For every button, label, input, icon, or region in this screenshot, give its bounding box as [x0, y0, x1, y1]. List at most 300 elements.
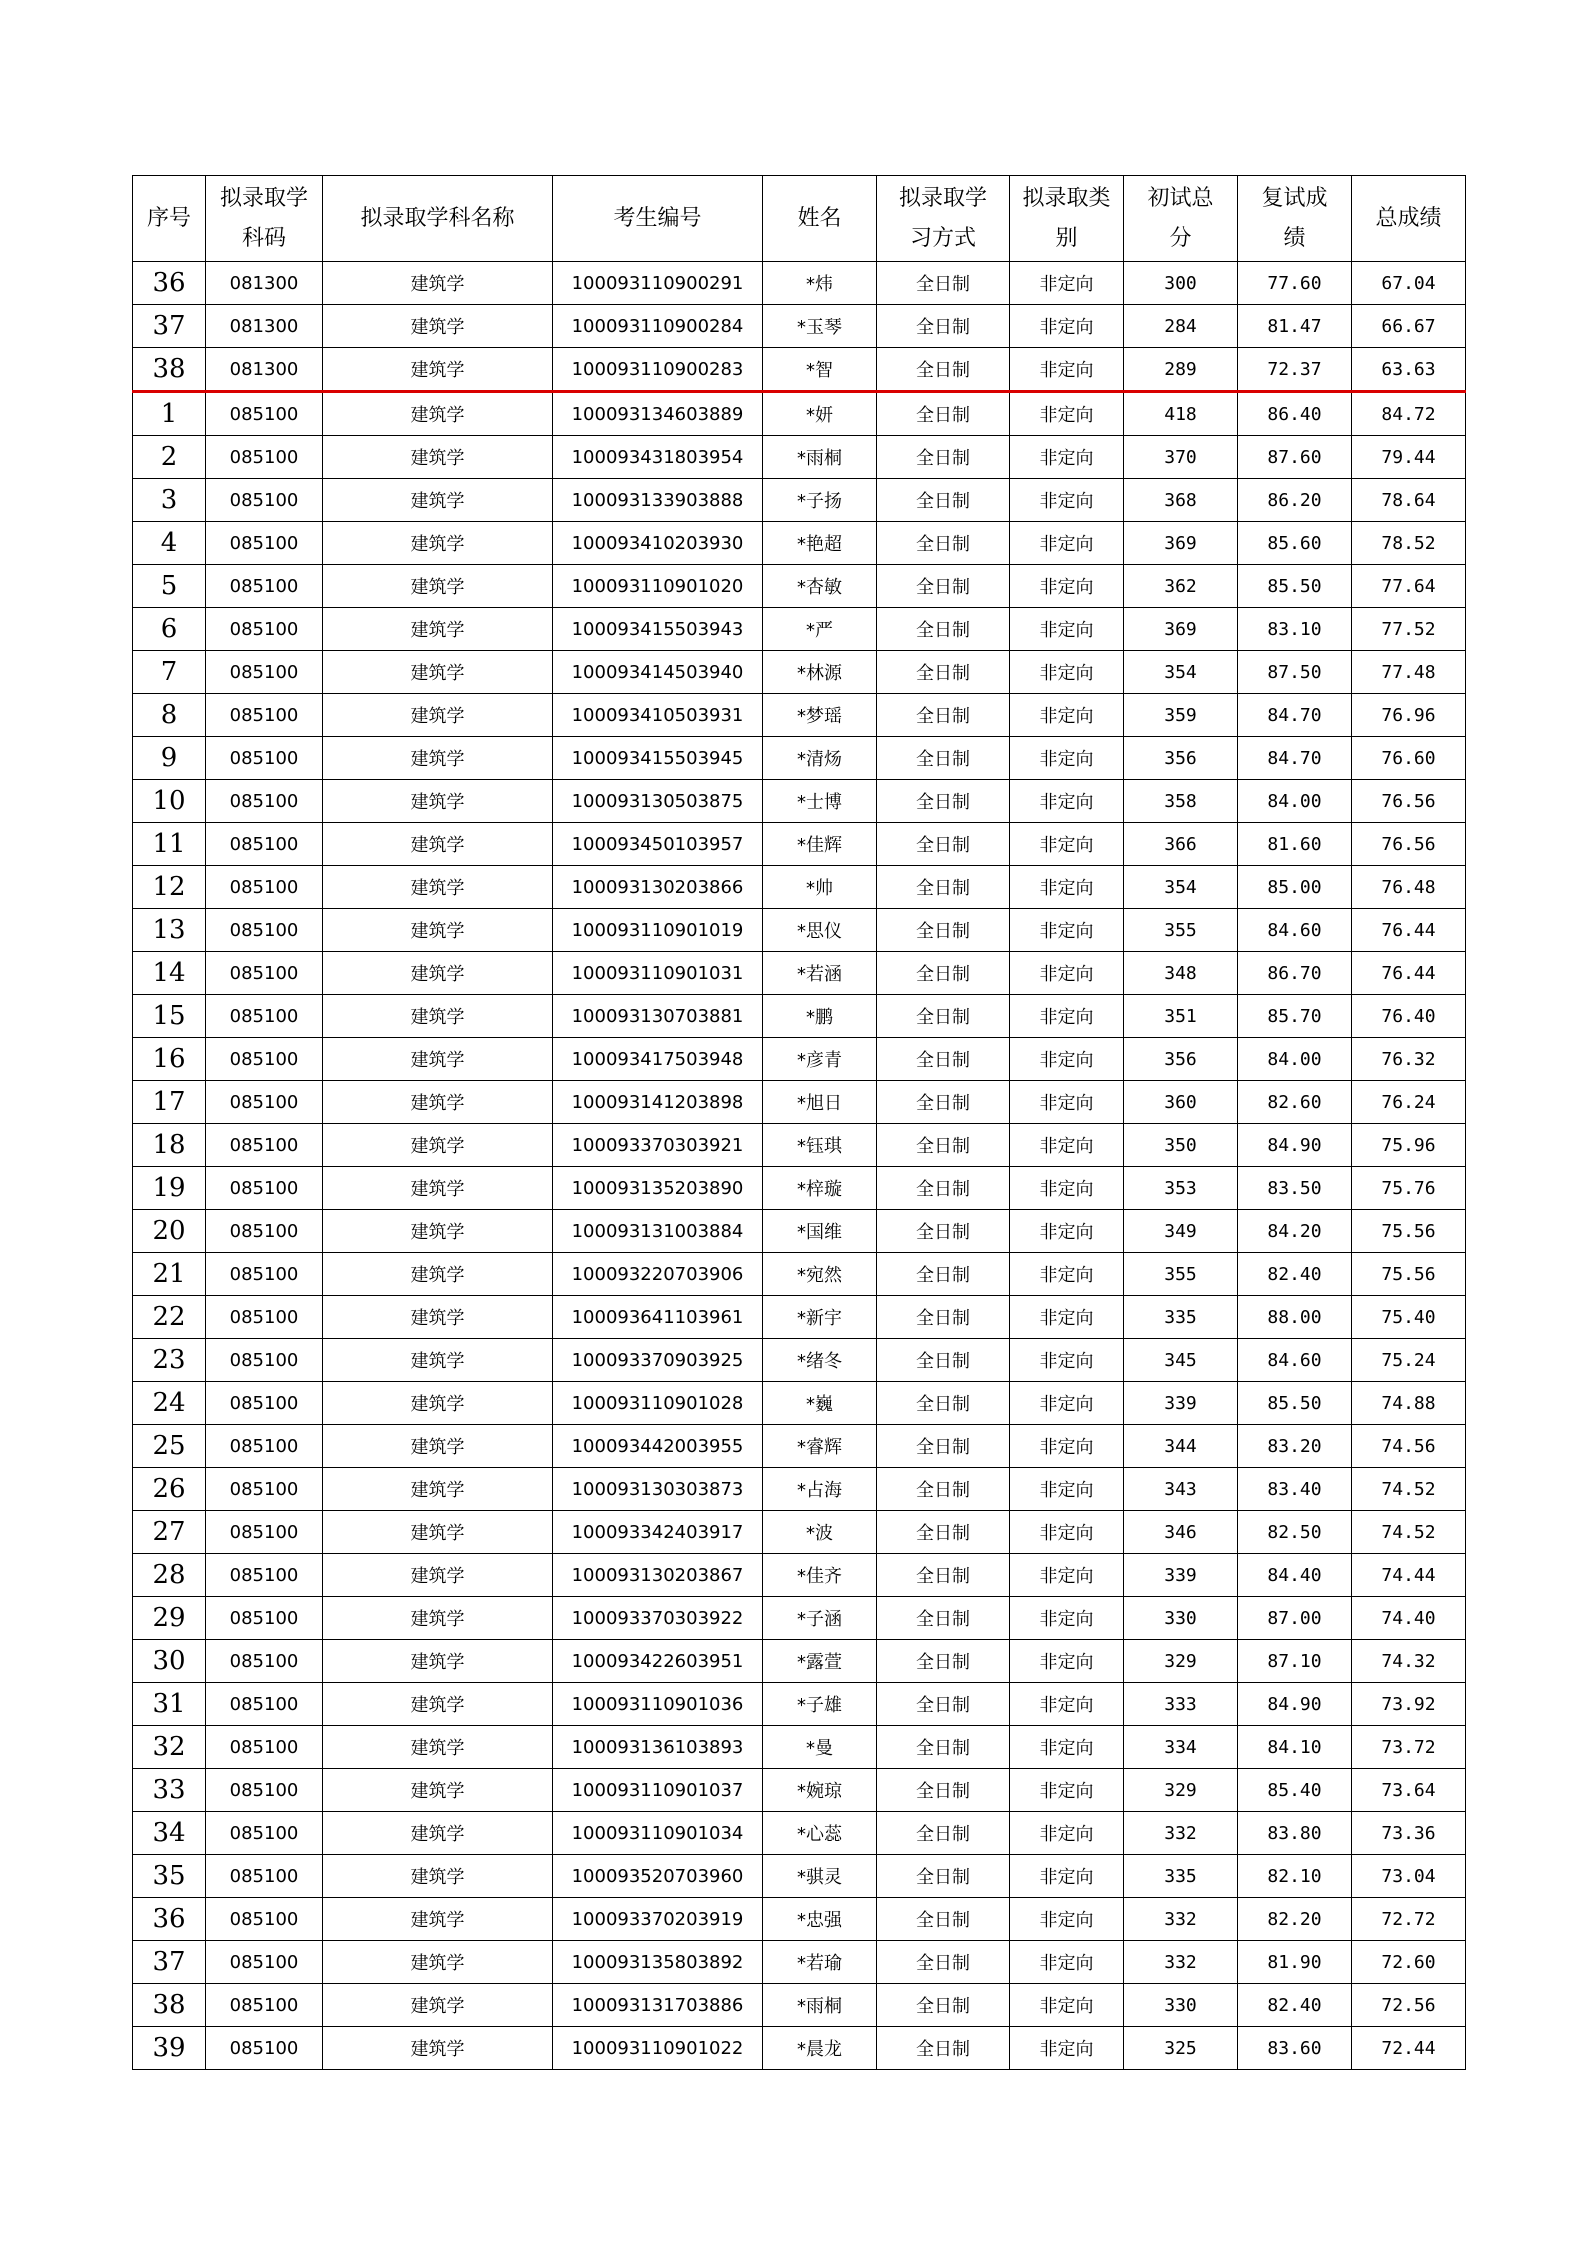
retest-score-cell: 84.70 — [1238, 694, 1352, 737]
category-cell: 非定向 — [1010, 1081, 1124, 1124]
study-mode-cell: 全日制 — [877, 1726, 1010, 1769]
exam-number-cell: 100093415503945 — [553, 737, 763, 780]
subject-code-cell: 085100 — [206, 1339, 323, 1382]
name-cell: *严 — [763, 608, 877, 651]
header-row — [133, 176, 1466, 262]
study-mode-cell: 全日制 — [877, 1640, 1010, 1683]
prelim-score-cell: 350 — [1124, 1124, 1238, 1167]
retest-score-cell: 83.50 — [1238, 1167, 1352, 1210]
subject-name-cell: 建筑学 — [323, 1038, 553, 1081]
prelim-score-cell: 356 — [1124, 737, 1238, 780]
category-cell: 非定向 — [1010, 1124, 1124, 1167]
subject-code-cell: 085100 — [206, 522, 323, 565]
name-cell: *雨桐 — [763, 436, 877, 479]
seq-cell: 24 — [133, 1382, 206, 1425]
subject-name-cell: 建筑学 — [323, 436, 553, 479]
category-cell: 非定向 — [1010, 780, 1124, 823]
exam-number-cell: 100093130303873 — [553, 1468, 763, 1511]
total-score-cell: 78.64 — [1352, 479, 1466, 522]
exam-number-cell: 100093342403917 — [553, 1511, 763, 1554]
study-mode-cell: 全日制 — [877, 479, 1010, 522]
seq-cell: 38 — [133, 348, 206, 392]
subject-code-cell: 085100 — [206, 1812, 323, 1855]
name-cell: *波 — [763, 1511, 877, 1554]
study-mode-cell: 全日制 — [877, 1683, 1010, 1726]
table-row — [133, 1554, 1466, 1597]
subject-name-cell: 建筑学 — [323, 1898, 553, 1941]
subject-name-cell: 建筑学 — [323, 262, 553, 305]
subject-name-cell: 建筑学 — [323, 995, 553, 1038]
subject-code-cell: 085100 — [206, 608, 323, 651]
study-mode-cell: 全日制 — [877, 651, 1010, 694]
exam-number-cell: 100093110901028 — [553, 1382, 763, 1425]
total-score-cell: 75.76 — [1352, 1167, 1466, 1210]
name-cell: *国维 — [763, 1210, 877, 1253]
study-mode-cell: 全日制 — [877, 608, 1010, 651]
prelim-score-cell: 356 — [1124, 1038, 1238, 1081]
category-cell: 非定向 — [1010, 1726, 1124, 1769]
prelim-score-cell: 358 — [1124, 780, 1238, 823]
prelim-score-cell: 339 — [1124, 1554, 1238, 1597]
subject-code-cell: 085100 — [206, 1210, 323, 1253]
study-mode-cell: 全日制 — [877, 1296, 1010, 1339]
exam-number-cell: 100093442003955 — [553, 1425, 763, 1468]
subject-name-cell: 建筑学 — [323, 1124, 553, 1167]
study-mode-cell: 全日制 — [877, 737, 1010, 780]
prelim-score-cell: 332 — [1124, 1941, 1238, 1984]
total-score-cell: 75.96 — [1352, 1124, 1466, 1167]
retest-score-cell: 85.50 — [1238, 1382, 1352, 1425]
subject-name-cell: 建筑学 — [323, 1554, 553, 1597]
retest-score-cell: 84.60 — [1238, 909, 1352, 952]
seq-cell: 39 — [133, 2027, 206, 2070]
prelim-score-cell: 348 — [1124, 952, 1238, 995]
prelim-score-cell: 354 — [1124, 866, 1238, 909]
subject-name-cell: 建筑学 — [323, 392, 553, 436]
prelim-score-cell: 330 — [1124, 1597, 1238, 1640]
total-score-cell: 74.52 — [1352, 1468, 1466, 1511]
total-score-cell: 77.64 — [1352, 565, 1466, 608]
table-row — [133, 909, 1466, 952]
table-row — [133, 694, 1466, 737]
subject-name-cell: 建筑学 — [323, 1253, 553, 1296]
retest-score-cell: 81.47 — [1238, 305, 1352, 348]
prelim-score-cell: 360 — [1124, 1081, 1238, 1124]
name-cell: *露萱 — [763, 1640, 877, 1683]
exam-number-cell: 100093415503943 — [553, 608, 763, 651]
seq-cell: 17 — [133, 1081, 206, 1124]
header-total-score: 总成绩 — [1352, 176, 1466, 262]
total-score-cell: 73.92 — [1352, 1683, 1466, 1726]
table-row — [133, 866, 1466, 909]
prelim-score-cell: 354 — [1124, 651, 1238, 694]
name-cell: *晨龙 — [763, 2027, 877, 2070]
exam-number-cell: 100093110901036 — [553, 1683, 763, 1726]
name-cell: *彦青 — [763, 1038, 877, 1081]
subject-code-cell: 085100 — [206, 780, 323, 823]
study-mode-cell: 全日制 — [877, 909, 1010, 952]
subject-name-cell: 建筑学 — [323, 348, 553, 392]
total-score-cell: 76.56 — [1352, 823, 1466, 866]
prelim-score-cell: 369 — [1124, 522, 1238, 565]
name-cell: *妍 — [763, 392, 877, 436]
prelim-score-cell: 355 — [1124, 909, 1238, 952]
seq-cell: 15 — [133, 995, 206, 1038]
prelim-score-cell: 351 — [1124, 995, 1238, 1038]
retest-score-cell: 83.10 — [1238, 608, 1352, 651]
prelim-score-cell: 359 — [1124, 694, 1238, 737]
name-cell: *睿辉 — [763, 1425, 877, 1468]
category-cell: 非定向 — [1010, 436, 1124, 479]
exam-number-cell: 100093131003884 — [553, 1210, 763, 1253]
table-row — [133, 1898, 1466, 1941]
total-score-cell: 75.56 — [1352, 1210, 1466, 1253]
exam-number-cell: 100093130203866 — [553, 866, 763, 909]
subject-code-cell: 081300 — [206, 305, 323, 348]
subject-name-cell: 建筑学 — [323, 1382, 553, 1425]
retest-score-cell: 85.50 — [1238, 565, 1352, 608]
prelim-score-cell: 325 — [1124, 2027, 1238, 2070]
total-score-cell: 72.60 — [1352, 1941, 1466, 1984]
table-row — [133, 1425, 1466, 1468]
prelim-score-cell: 333 — [1124, 1683, 1238, 1726]
exam-number-cell: 100093370303922 — [553, 1597, 763, 1640]
total-score-cell: 72.72 — [1352, 1898, 1466, 1941]
exam-number-cell: 100093130703881 — [553, 995, 763, 1038]
retest-score-cell: 82.50 — [1238, 1511, 1352, 1554]
table-row — [133, 780, 1466, 823]
subject-code-cell: 085100 — [206, 436, 323, 479]
study-mode-cell: 全日制 — [877, 305, 1010, 348]
table-row — [133, 1769, 1466, 1812]
exam-number-cell: 100093110901037 — [553, 1769, 763, 1812]
name-cell: *曼 — [763, 1726, 877, 1769]
retest-score-cell: 81.90 — [1238, 1941, 1352, 1984]
subject-name-cell: 建筑学 — [323, 565, 553, 608]
name-cell: *梦瑶 — [763, 694, 877, 737]
study-mode-cell: 全日制 — [877, 522, 1010, 565]
category-cell: 非定向 — [1010, 1468, 1124, 1511]
header-exam-number: 考生编号 — [553, 176, 763, 262]
seq-cell: 9 — [133, 737, 206, 780]
name-cell: *忠强 — [763, 1898, 877, 1941]
total-score-cell: 76.48 — [1352, 866, 1466, 909]
exam-number-cell: 100093370203919 — [553, 1898, 763, 1941]
seq-cell: 20 — [133, 1210, 206, 1253]
subject-name-cell: 建筑学 — [323, 1081, 553, 1124]
seq-cell: 35 — [133, 1855, 206, 1898]
subject-code-cell: 085100 — [206, 952, 323, 995]
table-row — [133, 995, 1466, 1038]
prelim-score-cell: 346 — [1124, 1511, 1238, 1554]
seq-cell: 29 — [133, 1597, 206, 1640]
table-row — [133, 1339, 1466, 1382]
total-score-cell: 74.52 — [1352, 1511, 1466, 1554]
total-score-cell: 76.40 — [1352, 995, 1466, 1038]
study-mode-cell: 全日制 — [877, 348, 1010, 392]
seq-cell: 22 — [133, 1296, 206, 1339]
prelim-score-cell: 334 — [1124, 1726, 1238, 1769]
subject-name-cell: 建筑学 — [323, 1425, 553, 1468]
seq-cell: 31 — [133, 1683, 206, 1726]
table-row — [133, 952, 1466, 995]
retest-score-cell: 72.37 — [1238, 348, 1352, 392]
seq-cell: 38 — [133, 1984, 206, 2027]
table-row — [133, 1253, 1466, 1296]
name-cell: *帅 — [763, 866, 877, 909]
seq-cell: 26 — [133, 1468, 206, 1511]
subject-name-cell: 建筑学 — [323, 823, 553, 866]
prelim-score-cell: 366 — [1124, 823, 1238, 866]
name-cell: *子雄 — [763, 1683, 877, 1726]
retest-score-cell: 87.60 — [1238, 436, 1352, 479]
seq-cell: 12 — [133, 866, 206, 909]
name-cell: *子涵 — [763, 1597, 877, 1640]
total-score-cell: 73.04 — [1352, 1855, 1466, 1898]
subject-code-cell: 085100 — [206, 565, 323, 608]
table-row — [133, 1296, 1466, 1339]
category-cell: 非定向 — [1010, 1640, 1124, 1683]
retest-score-cell: 82.10 — [1238, 1855, 1352, 1898]
total-score-cell: 73.72 — [1352, 1726, 1466, 1769]
name-cell: *林源 — [763, 651, 877, 694]
retest-score-cell: 85.40 — [1238, 1769, 1352, 1812]
retest-score-cell: 82.40 — [1238, 1253, 1352, 1296]
subject-name-cell: 建筑学 — [323, 608, 553, 651]
subject-name-cell: 建筑学 — [323, 780, 553, 823]
seq-cell: 25 — [133, 1425, 206, 1468]
seq-cell: 2 — [133, 436, 206, 479]
total-score-cell: 74.40 — [1352, 1597, 1466, 1640]
study-mode-cell: 全日制 — [877, 1769, 1010, 1812]
category-cell: 非定向 — [1010, 1339, 1124, 1382]
name-cell: *子扬 — [763, 479, 877, 522]
retest-score-cell: 84.70 — [1238, 737, 1352, 780]
table-row — [133, 1984, 1466, 2027]
study-mode-cell: 全日制 — [877, 1812, 1010, 1855]
category-cell: 非定向 — [1010, 565, 1124, 608]
total-score-cell: 73.36 — [1352, 1812, 1466, 1855]
study-mode-cell: 全日制 — [877, 2027, 1010, 2070]
study-mode-cell: 全日制 — [877, 565, 1010, 608]
total-score-cell: 76.44 — [1352, 952, 1466, 995]
table-row — [133, 608, 1466, 651]
name-cell: *清炀 — [763, 737, 877, 780]
table-row — [133, 1468, 1466, 1511]
total-score-cell: 84.72 — [1352, 392, 1466, 436]
seq-cell: 11 — [133, 823, 206, 866]
category-cell: 非定向 — [1010, 1769, 1124, 1812]
prelim-score-cell: 349 — [1124, 1210, 1238, 1253]
category-cell: 非定向 — [1010, 823, 1124, 866]
exam-number-cell: 100093130503875 — [553, 780, 763, 823]
prelim-score-cell: 339 — [1124, 1382, 1238, 1425]
study-mode-cell: 全日制 — [877, 392, 1010, 436]
subject-name-cell: 建筑学 — [323, 1855, 553, 1898]
header-seq: 序号 — [133, 176, 206, 262]
prelim-score-cell: 369 — [1124, 608, 1238, 651]
name-cell: *宛然 — [763, 1253, 877, 1296]
table-row — [133, 1941, 1466, 1984]
name-cell: *雨桐 — [763, 1984, 877, 2027]
retest-score-cell: 83.20 — [1238, 1425, 1352, 1468]
name-cell: *旭日 — [763, 1081, 877, 1124]
subject-code-cell: 085100 — [206, 1296, 323, 1339]
subject-code-cell: 085100 — [206, 1382, 323, 1425]
study-mode-cell: 全日制 — [877, 1038, 1010, 1081]
table-row — [133, 479, 1466, 522]
name-cell: *绪冬 — [763, 1339, 877, 1382]
subject-name-cell: 建筑学 — [323, 1296, 553, 1339]
category-cell: 非定向 — [1010, 651, 1124, 694]
subject-name-cell: 建筑学 — [323, 1339, 553, 1382]
subject-code-cell: 085100 — [206, 1898, 323, 1941]
name-cell: *占海 — [763, 1468, 877, 1511]
category-cell: 非定向 — [1010, 1984, 1124, 2027]
category-cell: 非定向 — [1010, 1898, 1124, 1941]
exam-number-cell: 100093134603889 — [553, 392, 763, 436]
study-mode-cell: 全日制 — [877, 1898, 1010, 1941]
exam-number-cell: 100093422603951 — [553, 1640, 763, 1683]
study-mode-cell: 全日制 — [877, 1855, 1010, 1898]
name-cell: *心蕊 — [763, 1812, 877, 1855]
retest-score-cell: 84.00 — [1238, 1038, 1352, 1081]
exam-number-cell: 100093110901019 — [553, 909, 763, 952]
table-row — [133, 1210, 1466, 1253]
prelim-score-cell: 332 — [1124, 1898, 1238, 1941]
table-row — [133, 1597, 1466, 1640]
exam-number-cell: 100093110901020 — [553, 565, 763, 608]
seq-cell: 8 — [133, 694, 206, 737]
subject-code-cell: 085100 — [206, 1941, 323, 1984]
subject-name-cell: 建筑学 — [323, 1769, 553, 1812]
total-score-cell: 74.56 — [1352, 1425, 1466, 1468]
subject-name-cell: 建筑学 — [323, 522, 553, 565]
subject-code-cell: 085100 — [206, 737, 323, 780]
category-cell: 非定向 — [1010, 2027, 1124, 2070]
exam-number-cell: 100093110901034 — [553, 1812, 763, 1855]
prelim-score-cell: 284 — [1124, 305, 1238, 348]
seq-cell: 37 — [133, 1941, 206, 1984]
table-row — [133, 305, 1466, 348]
subject-code-cell: 085100 — [206, 1769, 323, 1812]
category-cell: 非定向 — [1010, 1941, 1124, 1984]
subject-code-cell: 085100 — [206, 651, 323, 694]
subject-name-cell: 建筑学 — [323, 2027, 553, 2070]
total-score-cell: 76.60 — [1352, 737, 1466, 780]
category-cell: 非定向 — [1010, 1167, 1124, 1210]
table-row — [133, 262, 1466, 305]
retest-score-cell: 84.10 — [1238, 1726, 1352, 1769]
exam-number-cell: 100093110901022 — [553, 2027, 763, 2070]
subject-name-cell: 建筑学 — [323, 1511, 553, 1554]
prelim-score-cell: 300 — [1124, 262, 1238, 305]
total-score-cell: 76.56 — [1352, 780, 1466, 823]
total-score-cell: 76.44 — [1352, 909, 1466, 952]
total-score-cell: 76.32 — [1352, 1038, 1466, 1081]
study-mode-cell: 全日制 — [877, 1511, 1010, 1554]
seq-cell: 33 — [133, 1769, 206, 1812]
table-row — [133, 1382, 1466, 1425]
subject-code-cell: 085100 — [206, 1167, 323, 1210]
exam-number-cell: 100093370303921 — [553, 1124, 763, 1167]
subject-name-cell: 建筑学 — [323, 694, 553, 737]
subject-name-cell: 建筑学 — [323, 737, 553, 780]
category-cell: 非定向 — [1010, 1210, 1124, 1253]
category-cell: 非定向 — [1010, 522, 1124, 565]
study-mode-cell: 全日制 — [877, 1339, 1010, 1382]
subject-name-cell: 建筑学 — [323, 1597, 553, 1640]
subject-name-cell: 建筑学 — [323, 1468, 553, 1511]
total-score-cell: 79.44 — [1352, 436, 1466, 479]
subject-name-cell: 建筑学 — [323, 909, 553, 952]
subject-code-cell: 085100 — [206, 866, 323, 909]
category-cell: 非定向 — [1010, 479, 1124, 522]
seq-cell: 5 — [133, 565, 206, 608]
exam-number-cell: 100093141203898 — [553, 1081, 763, 1124]
total-score-cell: 72.56 — [1352, 1984, 1466, 2027]
table-row — [133, 1640, 1466, 1683]
subject-name-cell: 建筑学 — [323, 1683, 553, 1726]
seq-cell: 27 — [133, 1511, 206, 1554]
table-row — [133, 436, 1466, 479]
study-mode-cell: 全日制 — [877, 1425, 1010, 1468]
retest-score-cell: 84.90 — [1238, 1124, 1352, 1167]
subject-code-cell: 085100 — [206, 1038, 323, 1081]
subject-code-cell: 085100 — [206, 1124, 323, 1167]
name-cell: *艳超 — [763, 522, 877, 565]
subject-code-cell: 085100 — [206, 392, 323, 436]
category-cell: 非定向 — [1010, 1511, 1124, 1554]
subject-name-cell: 建筑学 — [323, 1726, 553, 1769]
total-score-cell: 73.64 — [1352, 1769, 1466, 1812]
subject-code-cell: 085100 — [206, 1726, 323, 1769]
table-row — [133, 392, 1466, 436]
exam-number-cell: 100093450103957 — [553, 823, 763, 866]
prelim-score-cell: 289 — [1124, 348, 1238, 392]
category-cell: 非定向 — [1010, 866, 1124, 909]
name-cell: *佳齐 — [763, 1554, 877, 1597]
table-row — [133, 522, 1466, 565]
name-cell: *杏敏 — [763, 565, 877, 608]
subject-code-cell: 085100 — [206, 823, 323, 866]
study-mode-cell: 全日制 — [877, 1941, 1010, 1984]
study-mode-cell: 全日制 — [877, 1253, 1010, 1296]
seq-cell: 28 — [133, 1554, 206, 1597]
retest-score-cell: 84.40 — [1238, 1554, 1352, 1597]
exam-number-cell: 100093110901031 — [553, 952, 763, 995]
header-retest-score: 复试成绩 — [1238, 176, 1352, 262]
exam-number-cell: 100093410503931 — [553, 694, 763, 737]
prelim-score-cell: 355 — [1124, 1253, 1238, 1296]
total-score-cell: 63.63 — [1352, 348, 1466, 392]
table-body — [133, 262, 1466, 2070]
prelim-score-cell: 329 — [1124, 1640, 1238, 1683]
prelim-score-cell: 329 — [1124, 1769, 1238, 1812]
prelim-score-cell: 353 — [1124, 1167, 1238, 1210]
total-score-cell: 78.52 — [1352, 522, 1466, 565]
study-mode-cell: 全日制 — [877, 1210, 1010, 1253]
study-mode-cell: 全日制 — [877, 262, 1010, 305]
retest-score-cell: 84.90 — [1238, 1683, 1352, 1726]
category-cell: 非定向 — [1010, 392, 1124, 436]
subject-code-cell: 085100 — [206, 1984, 323, 2027]
subject-name-cell: 建筑学 — [323, 952, 553, 995]
category-cell: 非定向 — [1010, 262, 1124, 305]
exam-number-cell: 100093417503948 — [553, 1038, 763, 1081]
subject-name-cell: 建筑学 — [323, 866, 553, 909]
retest-score-cell: 81.60 — [1238, 823, 1352, 866]
